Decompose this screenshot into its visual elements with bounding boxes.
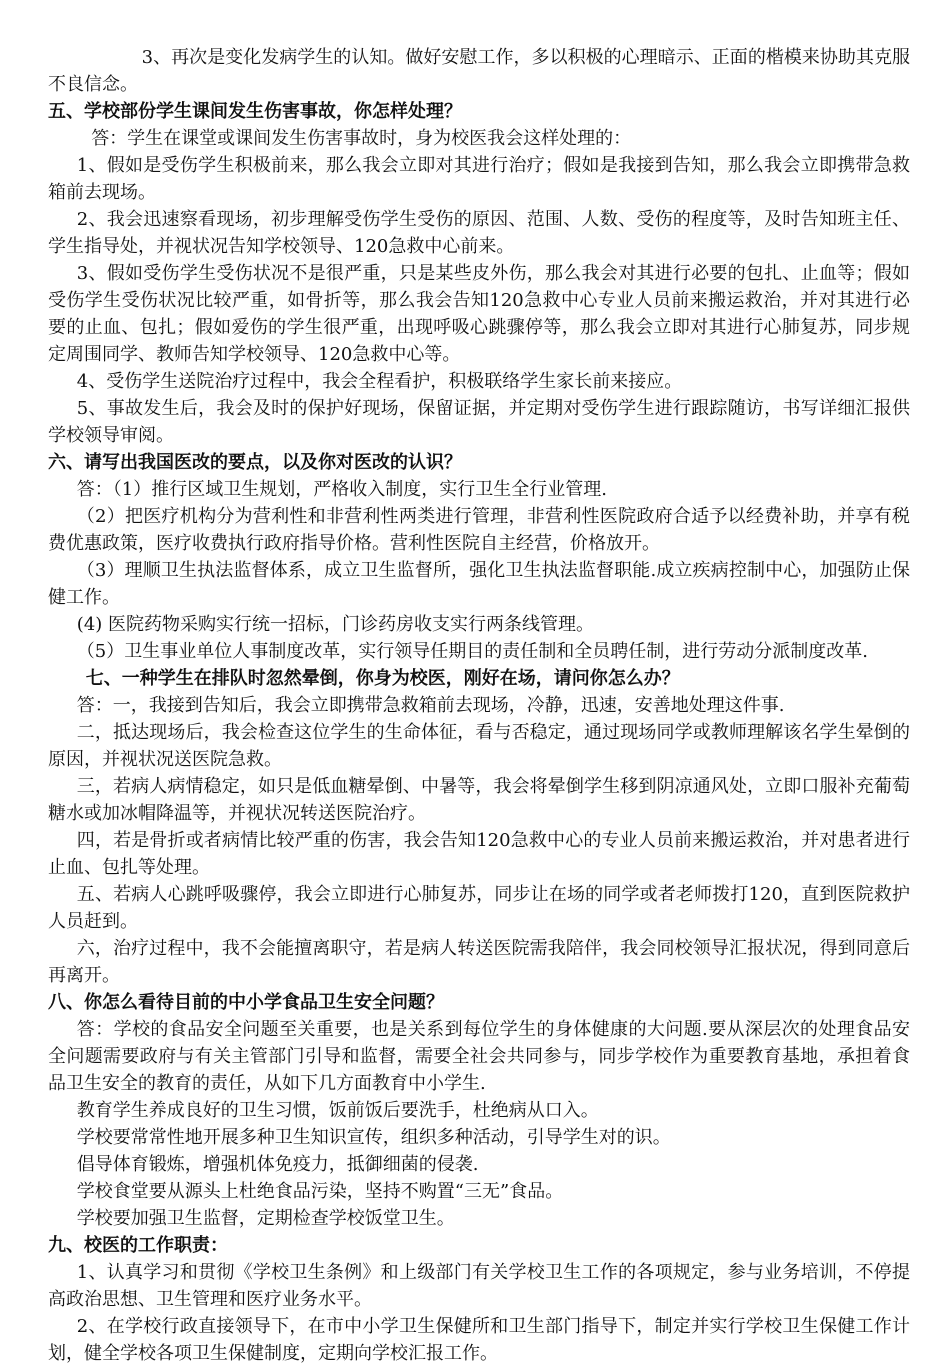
list-item-7-6: 六，治疗过程中，我不会能擅离职守，若是病人转送医院需我陪伴，我会同校领导汇报状况，得到同意后再离开。 (48, 938, 910, 986)
list-item-8-2: 学校要常常性地开展多种卫生知识宣传，组织多种活动，引导学生对的识。 (76, 1127, 671, 1148)
section-heading-9: 九、校医的工作职责： (48, 1235, 228, 1256)
list-item-5-1: 1、假如是受伤学生积极前来，那么我会立即对其进行治疗；假如是我接到告知，那么我会立即携带急救箱前去现场。 (48, 155, 910, 203)
list-item-7-1: 答：一，我接到告知后，我会立即携带急救箱前去现场，冷静，迅速，安善地处理这件事. (76, 695, 785, 716)
list-item-8-5: 学校要加强卫生监督，定期检查学校饭堂卫生。 (76, 1208, 455, 1229)
list-item-7-5: 五、若病人心跳呼吸骤停，我会立即进行心肺复苏，同步让在场的同学或者老师拨打120，直到医院救护人员赶到。 (48, 884, 910, 932)
list-item-5-4: 4、受伤学生送院治疗过程中，我会全程看护，积极联络学生家长前来接应。 (76, 371, 683, 392)
list-item-5-2: 2、我会迅速察看现场，初步理解受伤学生受伤的原因、范围、人数、受伤的程度等，及时告知班主任、学生指导处，并视状况告知学校领导、120急救中心前来。 (48, 209, 910, 257)
list-item-6-5: （5）卫生事业单位人事制度改革，实行领导任期目的责任制和全员聘任制，进行劳动分派制度改革. (76, 641, 868, 662)
section-heading-8: 八、你怎么看待目前的中小学食品卫生安全问题？ (48, 992, 444, 1013)
list-item-9-1: 1、认真学习和贯彻《学校卫生条例》和上级部门有关学校卫生工作的各项规定，参与业务培训，不停提高政治思想、卫生管理和医疗业务水平。 (48, 1262, 910, 1310)
list-item-5-5: 5、事故发生后，我会及时的保护好现场，保留证据，并定期对受伤学生进行跟踪随访，书写详细汇报供学校领导审阅。 (48, 398, 910, 446)
list-item-8-4: 学校食堂要从源头上杜绝食品污染，坚持不购置“三无”食品。 (76, 1181, 564, 1202)
answer-intro-5: 答：学生在课堂或课间发生伤害事故时，身为校医我会这样处理的： (91, 128, 632, 149)
list-item-7-4: 四，若是骨折或者病情比较严重的伤害，我会告知120急救中心的专业人员前来搬运救治，并对患者进行止血、包扎等处理。 (48, 830, 910, 878)
section-heading-7: 七、一种学生在排队时忽然晕倒，你身为校医，刚好在场，请问你怎么办？ (85, 668, 680, 689)
section-heading-5: 五、学校部份学生课间发生伤害事故，你怎样处理？ (48, 101, 462, 122)
list-item-6-4: (4) 医院药物采购实行统一招标，门诊药房收支实行两条线管理。 (76, 614, 595, 635)
paragraph-3-change-cognition: 3、再次是变化发病学生的认知。做好安慰工作，多以积极的心理暗示、正面的楷模来协助其克服不良信念。 (48, 47, 910, 95)
list-item-8-3: 倡导体育锻炼，增强机体免疫力，抵御细菌的侵袭. (76, 1154, 479, 1175)
list-item-6-1: 答：（1）推行区域卫生规划，严格收入制度，实行卫生全行业管理. (76, 479, 607, 500)
list-item-5-3: 3、假如受伤学生受伤状况不是很严重，只是某些皮外伤，那么我会对其进行必要的包扎、止血等；假如受伤学生受伤状况比较严重，如骨折等，那么我会告知120急救中心专业人员前来搬运救治，并对其进行必要的止血、包扎；假如爱伤的学生很严重，出现呼吸心跳骤停等，那么我会立即对其进行心肺复苏，同步规定周围同学、教师告知学校领导、120急救中心等。 (48, 263, 910, 365)
list-item-8-1: 教育学生养成良好的卫生习惯，饭前饭后要洗手，杜绝病从口入。 (76, 1100, 599, 1121)
section-heading-6: 六、请写出我国医改的要点，以及你对医改的认识？ (48, 452, 462, 473)
list-item-7-2: 二，抵达现场后，我会检查这位学生的生命体征，看与否稳定，通过现场同学或教师理解该名学生晕倒的原因，并视状况送医院急救。 (48, 722, 910, 770)
answer-8: 答：学校的食品安全问题至关重要，也是关系到每位学生的身体健康的大问题.要从深层次的处理食品安全问题需要政府与有关主管部门引导和监督，需要全社会共同参与，同步学校作为重要教育基地，承担着食品卫生安全的教育的责任，从如下几方面教育中小学生. (48, 1019, 910, 1094)
list-item-9-2: 2、在学校行政直接领导下，在市中小学卫生保健所和卫生部门指导下，制定并实行学校卫生保健工作计划，健全学校各项卫生保健制度，定期向学校汇报工作。 (48, 1316, 910, 1364)
list-item-6-2: （2）把医疗机构分为营利性和非营利性两类进行管理，非营利性医院政府合适予以经费补助，并享有税费优惠政策，医疗收费执行政府指导价格。营利性医院自主经营，价格放开。 (48, 506, 910, 554)
document-body (48, 44, 910, 1367)
list-item-6-3: （3）理顺卫生执法监督体系，成立卫生监督所，强化卫生执法监督职能.成立疾病控制中心，加强防止保健工作。 (48, 560, 910, 608)
list-item-7-3: 三，若病人病情稳定，如只是低血糖晕倒、中暑等，我会将晕倒学生移到阴凉通风处，立即口服补充葡萄糖水或加冰帽降温等，并视状况转送医院治疗。 (48, 776, 910, 824)
